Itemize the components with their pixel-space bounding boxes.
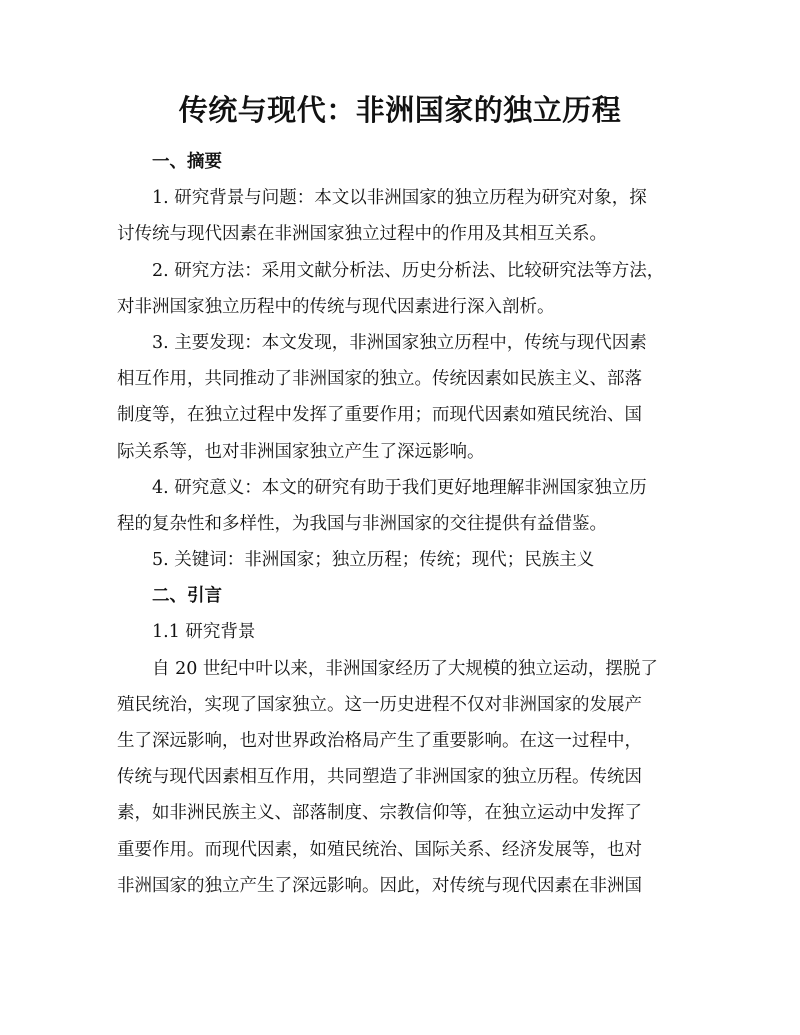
document-body (117, 144, 682, 904)
section-heading-introduction: 二、引言 (152, 586, 222, 607)
paragraph-line: 生了深远影响，也对世界政治格局产生了重要影响。在这一过程中， (117, 731, 642, 751)
paragraph-line: 殖民统治，实现了国家独立。这一历史进程不仅对非洲国家的发展产 (117, 694, 642, 715)
document-title: 传统与现代：非洲国家的独立历程 (178, 93, 622, 127)
paragraph-line: 程的复杂性和多样性，为我国与非洲国家的交往提供有益借鉴。 (117, 513, 607, 534)
paragraph-line: 传统与现代因素相互作用，共同塑造了非洲国家的独立历程。传统因 (117, 767, 642, 788)
paragraph-line: 对非洲国家独立历程中的传统与现代因素进行深入剖析。 (117, 296, 555, 317)
subsection-heading: 1.1 研究背景 (152, 622, 256, 643)
keywords-line: 5. 关键词：非洲国家；独立历程；传统；现代；民族主义 (152, 550, 595, 571)
paragraph-line: 2. 研究方法：采用文献分析法、历史分析法、比较研究法等方法， (152, 260, 665, 281)
paragraph-line: 制度等，在独立过程中发挥了重要作用；而现代因素如殖民统治、国 (117, 405, 642, 426)
paragraph-line: 素，如非洲民族主义、部落制度、宗教信仰等，在独立运动中发挥了 (117, 803, 642, 824)
paragraph-line: 重要作用。而现代因素，如殖民统治、国际关系、经济发展等，也对 (117, 839, 642, 860)
section-heading-abstract: 一、摘要 (152, 152, 222, 172)
paragraph-line: 1. 研究背景与问题：本文以非洲国家的独立历程为研究对象，探 (152, 188, 647, 209)
paragraph-line: 4. 研究意义：本文的研究有助于我们更好地理解非洲国家独立历 (152, 477, 647, 498)
paragraph-line: 非洲国家的独立产生了深远影响。因此，对传统与现代因素在非洲国 (117, 875, 642, 896)
paragraph-line: 讨传统与现代因素在非洲国家独立过程中的作用及其相互关系。 (117, 224, 607, 245)
paragraph-line: 际关系等，也对非洲国家独立产生了深远影响。 (117, 441, 485, 462)
paragraph-line: 自 20 世纪中叶以来，非洲国家经历了大规模的独立运动，摆脱了 (152, 658, 658, 679)
paragraph-line: 相互作用，共同推动了非洲国家的独立。传统因素如民族主义、部落 (117, 369, 642, 390)
paragraph-line: 3. 主要发现：本文发现，非洲国家独立历程中，传统与现代因素 (152, 332, 647, 353)
